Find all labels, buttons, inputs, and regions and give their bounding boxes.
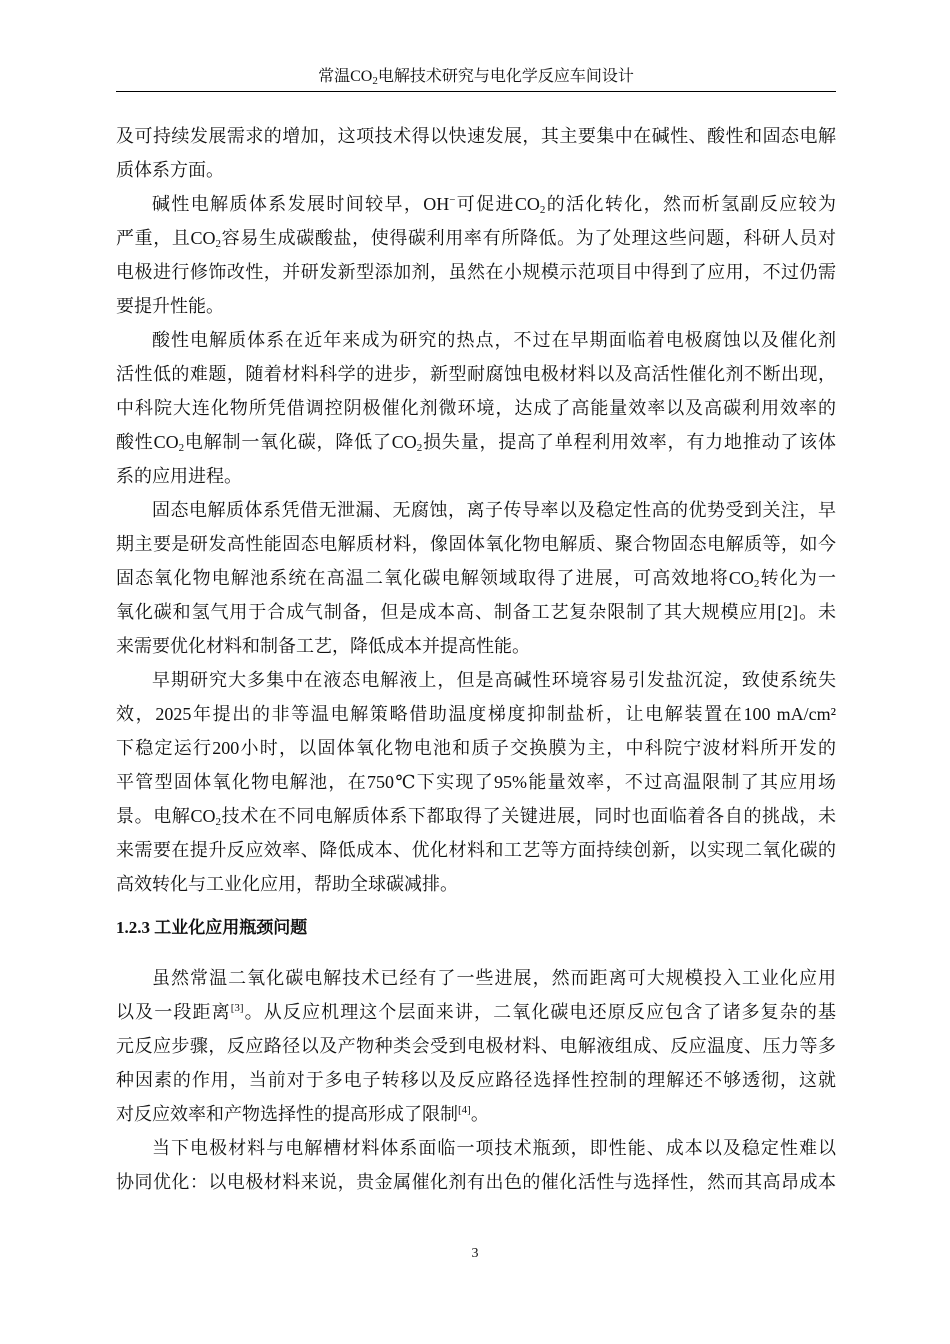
- paragraph: [116, 323, 836, 493]
- paragraph: [116, 961, 836, 1131]
- text-run: 氧化碳和氢气用于合成气制备，但是成本高、制备工艺复杂限制了其大规模应用[2]。未: [116, 602, 836, 622]
- text-run: 固态氧化物电解池系统在高温二氧化碳电解领域取得了进展，可高效地将CO: [116, 568, 754, 588]
- text-run: 元反应步骤，反应路径以及产物种类会受到电极材料、电解液组成、反应温度、压力等多: [116, 1036, 836, 1056]
- text-line: [116, 867, 836, 901]
- text-run: 期主要是研发高性能固态电解质材料，像固体氧化物电解质、聚合物固态电解质等，如今: [116, 534, 836, 554]
- text-run: 景。电解CO: [116, 806, 216, 826]
- subscript: 2: [178, 442, 185, 454]
- subscript: 2: [539, 204, 546, 216]
- text-run: 损失量，提高了单程利用效率，有力地推动了该体: [422, 432, 836, 452]
- text-run: 酸性CO: [116, 432, 179, 452]
- document-body: [116, 119, 836, 1199]
- text-run: 平管型固体氧化物电解池，在750℃下实现了95%能量效率，不过高温限制了其应用场: [116, 772, 836, 792]
- text-run: 当下电极材料与电解槽材料体系面临一项技术瓶颈，即性能、成本以及稳定性难以: [152, 1138, 836, 1158]
- paragraph: [116, 493, 836, 663]
- text-run: 活性低的难题，随着材料科学的进步，新型耐腐蚀电极材料以及高活性催化剂不断出现，: [116, 364, 836, 384]
- text-run: 电解制一氧化碳，降低了CO: [184, 432, 417, 452]
- superscript: −: [449, 194, 456, 206]
- text-run: 虽然常温二氧化碳电解技术已经有了一些进展，然而距离可大规模投入工业化应用: [152, 968, 836, 988]
- superscript: [3]: [230, 1002, 244, 1014]
- text-line: [116, 527, 836, 561]
- text-run: 种因素的作用，当前对于多电子转移以及反应路径选择性控制的理解还不够透彻，这就: [116, 1070, 836, 1090]
- subscript: 2: [372, 75, 378, 87]
- text-run: 对反应效率和产物选择性的提高形成了限制: [116, 1104, 458, 1124]
- text-line: [116, 187, 836, 221]
- text-line: [116, 697, 836, 731]
- text-run: 技术在不同电解质体系下都取得了关键进展，同时也面临着各自的挑战，未: [221, 806, 836, 826]
- paragraph: [116, 663, 836, 901]
- text-line: [116, 995, 836, 1029]
- text-line: [116, 1165, 836, 1199]
- text-run: 碱性电解质体系发展时间较早，OH: [152, 194, 450, 214]
- paragraph: [116, 119, 836, 187]
- section-heading: 1.2.3 工业化应用瓶颈问题: [116, 918, 308, 937]
- text-run: 容易生成碳酸盐，使得碳利用率有所降低。为了处理这些问题，科研人员对: [221, 228, 836, 248]
- text-line: [116, 493, 836, 527]
- text-run: 固态电解质体系凭借无泄漏、无腐蚀，离子传导率以及稳定性高的优势受到关注，早: [152, 500, 836, 520]
- text-run: 常温CO: [318, 68, 373, 85]
- text-line: [116, 255, 836, 289]
- text-line: [116, 1063, 836, 1097]
- subscript: 2: [215, 816, 222, 828]
- text-run: 酸性电解质体系在近年来成为研究的热点，不过在早期面临着电极腐蚀以及催化剂: [152, 330, 836, 350]
- text-line: [116, 799, 836, 833]
- text-line: [116, 459, 836, 493]
- text-run: 早期研究大多集中在液态电解液上，但是高碱性环境容易引发盐沉淀，致使系统失: [152, 670, 836, 690]
- text-line: [116, 323, 836, 357]
- text-run: 。从反应机理这个层面来讲，二氧化碳电还原反应包含了诸多复杂的基: [243, 1002, 837, 1022]
- text-line: [116, 1029, 836, 1063]
- text-line: [116, 119, 836, 153]
- text-line: [116, 153, 836, 187]
- paragraph: [116, 187, 836, 323]
- text-line: [116, 561, 836, 595]
- subscript: 2: [416, 442, 423, 454]
- subscript: 2: [753, 578, 760, 590]
- text-line: [116, 221, 836, 255]
- page-number: 3: [471, 1246, 479, 1261]
- text-line: [116, 765, 836, 799]
- text-run: 。: [470, 1104, 489, 1124]
- header-rule: [116, 91, 836, 92]
- text-line: [116, 595, 836, 629]
- text-run: 协同优化：以电极材料来说，贵金属催化剂有出色的催化活性与选择性，然而其高昂成本: [116, 1172, 836, 1192]
- text-line: [116, 425, 836, 459]
- text-run: 可促进CO: [455, 194, 540, 214]
- running-header: [116, 66, 836, 88]
- text-line: [116, 731, 836, 765]
- text-run: 中科院大连化物所凭借调控阴极催化剂微环境，达成了高能量效率以及高碳利用效率的: [116, 398, 836, 418]
- text-run: 系的应用进程。: [116, 466, 242, 486]
- text-run: 电极进行修饰改性，并研发新型添加剂，虽然在小规模示范项目中得到了应用，不过仍需: [116, 262, 836, 282]
- text-line: [116, 289, 836, 323]
- text-run: 质体系方面。: [116, 160, 224, 180]
- text-run: 高效转化与工业化应用，帮助全球碳减排。: [116, 874, 458, 894]
- text-line: [116, 391, 836, 425]
- paragraph: [116, 1131, 836, 1199]
- text-run: 电解技术研究与电化学反应车间设计: [377, 68, 634, 85]
- text-run: 来需要在提升反应效率、降低成本、优化材料和工艺等方面持续创新，以实现二氧化碳的: [116, 840, 836, 860]
- text-run: 来需要优化材料和制备工艺，降低成本并提高性能。: [116, 636, 530, 656]
- text-line: [116, 663, 836, 697]
- text-run: 及可持续发展需求的增加，这项技术得以快速发展，其主要集中在碱性、酸性和固态电解: [116, 126, 836, 146]
- text-run: 效，2025年提出的非等温电解策略借助温度梯度抑制盐析，让电解装置在100 mA/cm²: [116, 704, 836, 724]
- text-line: [116, 1097, 836, 1131]
- text-run: 的活化转化，然而析氢副反应较为: [545, 194, 836, 214]
- superscript: [4]: [458, 1104, 471, 1116]
- subscript: 2: [215, 238, 222, 250]
- text-run: 要提升性能。: [116, 296, 224, 316]
- text-run: 下稳定运行200小时，以固体氧化物电池和质子交换膜为主，中科院宁波材料所开发的: [116, 738, 836, 758]
- text-run: 以及一段距离: [116, 1002, 231, 1022]
- text-line: [116, 961, 836, 995]
- text-run: 严重，且CO: [116, 228, 216, 248]
- text-run: 转化为一: [759, 568, 836, 588]
- text-line: [116, 833, 836, 867]
- text-line: [116, 629, 836, 663]
- text-line: [116, 357, 836, 391]
- text-line: [116, 1131, 836, 1165]
